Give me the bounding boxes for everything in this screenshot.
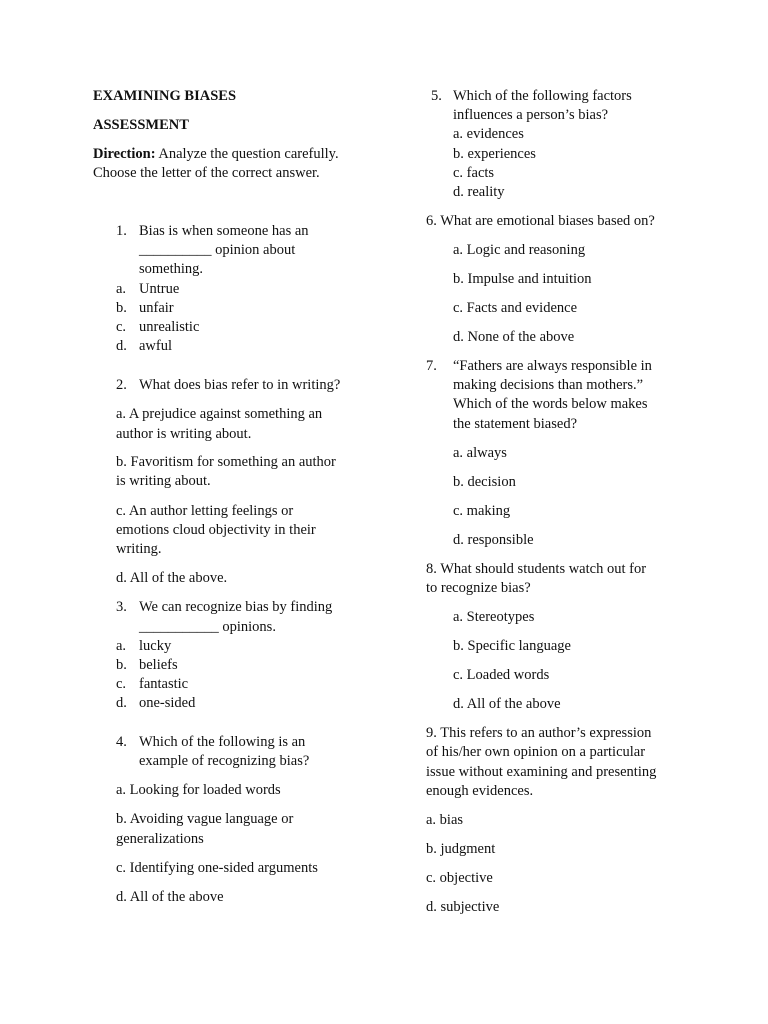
option-text: writing. [116, 541, 162, 557]
question-text: something. [139, 261, 204, 277]
option-text: a. evidences [453, 126, 524, 142]
option-text: b. experiences [453, 146, 536, 162]
option-letter: a. [116, 281, 127, 297]
option-text: beliefs [139, 657, 178, 673]
option-letter: b. [116, 657, 127, 673]
option-text: c. facts [453, 165, 495, 181]
question-number: 4. [116, 734, 127, 750]
option-text: a. Stereotypes [453, 609, 535, 625]
option-text: generalizations [116, 831, 204, 847]
option-text: a. always [453, 445, 507, 461]
question-text: example of recognizing bias? [139, 753, 310, 769]
question-text: 6. What are emotional biases based on? [426, 213, 655, 229]
option-text: c. Facts and evidence [453, 300, 578, 316]
question-number: 1. [116, 223, 127, 239]
question-text: Which of the words below makes [453, 396, 648, 412]
option-text: d. All of the above. [116, 570, 228, 586]
option-text: awful [139, 338, 173, 354]
option-text: author is writing about. [116, 426, 252, 442]
worksheet-subtitle: ASSESSMENT [93, 117, 189, 133]
question-text: “Fathers are always responsible in [453, 358, 652, 374]
option-letter: b. [116, 300, 127, 316]
option-text: lucky [139, 638, 172, 654]
option-text: d. reality [453, 184, 505, 200]
option-text: is writing about. [116, 473, 211, 489]
question-text: ___________ opinions. [139, 619, 276, 635]
option-text: a. Looking for loaded words [116, 782, 281, 798]
question-text: 9. This refers to an author’s expression [426, 725, 652, 741]
question-text: influences a person’s bias? [453, 107, 609, 123]
question-text: of his/her own opinion on a particular [426, 744, 646, 760]
question-text: enough evidences. [426, 783, 534, 799]
question-text: Which of the following factors [453, 88, 632, 104]
question-number: 2. [116, 377, 127, 393]
question-text: making decisions than mothers.” [453, 377, 644, 393]
option-letter: d. [116, 338, 127, 354]
option-text: d. responsible [453, 532, 534, 548]
question-text: 8. What should students watch out for [426, 561, 647, 577]
option-text: c. objective [426, 870, 493, 886]
option-letter: d. [116, 695, 127, 711]
option-text: fantastic [139, 676, 189, 692]
direction-line-2: Choose the letter of the correct answer. [93, 165, 320, 181]
option-text: d. All of the above [453, 696, 561, 712]
option-text: a. Logic and reasoning [453, 242, 586, 258]
option-text: one-sided [139, 695, 196, 711]
option-text: b. Favoritism for something an author [116, 454, 336, 470]
option-text: d. subjective [426, 899, 500, 915]
option-text: b. judgment [426, 841, 496, 857]
option-text: c. An author letting feelings or [116, 503, 294, 519]
option-letter: c. [116, 676, 127, 692]
question-text: We can recognize bias by finding [139, 599, 333, 615]
option-text: a. A prejudice against something an [116, 406, 323, 422]
option-text: Untrue [139, 281, 180, 297]
question-text: What does bias refer to in writing? [139, 377, 341, 393]
option-text: unfair [139, 300, 174, 316]
question-text: the statement biased? [453, 416, 578, 432]
option-text: emotions cloud objectivity in their [116, 522, 316, 538]
option-letter: a. [116, 638, 127, 654]
option-text: d. None of the above [453, 329, 575, 345]
question-text: Which of the following is an [139, 734, 306, 750]
direction-line-1 [93, 145, 339, 164]
question-text: issue without examining and presenting [426, 764, 657, 780]
question-number: 5. [431, 88, 442, 104]
question-number: 7. [426, 358, 437, 374]
option-text: d. All of the above [116, 889, 224, 905]
direction-label: Direction: [93, 146, 156, 162]
option-letter: c. [116, 319, 127, 335]
option-text: c. Identifying one-sided arguments [116, 860, 318, 876]
option-text: b. Specific language [453, 638, 571, 654]
question-text: __________ opinion about [139, 242, 296, 258]
question-number: 3. [116, 599, 127, 615]
option-text: c. making [453, 503, 511, 519]
direction-text: Analyze the question carefully. [158, 146, 339, 162]
option-text: b. Avoiding vague language or [116, 811, 294, 827]
option-text: b. decision [453, 474, 516, 490]
worksheet-title: EXAMINING BIASES [93, 88, 237, 104]
option-text: unrealistic [139, 319, 200, 335]
question-text: to recognize bias? [426, 580, 531, 596]
option-text: a. bias [426, 812, 464, 828]
option-text: b. Impulse and intuition [453, 271, 592, 287]
option-text: c. Loaded words [453, 667, 550, 683]
question-text: Bias is when someone has an [139, 223, 309, 239]
